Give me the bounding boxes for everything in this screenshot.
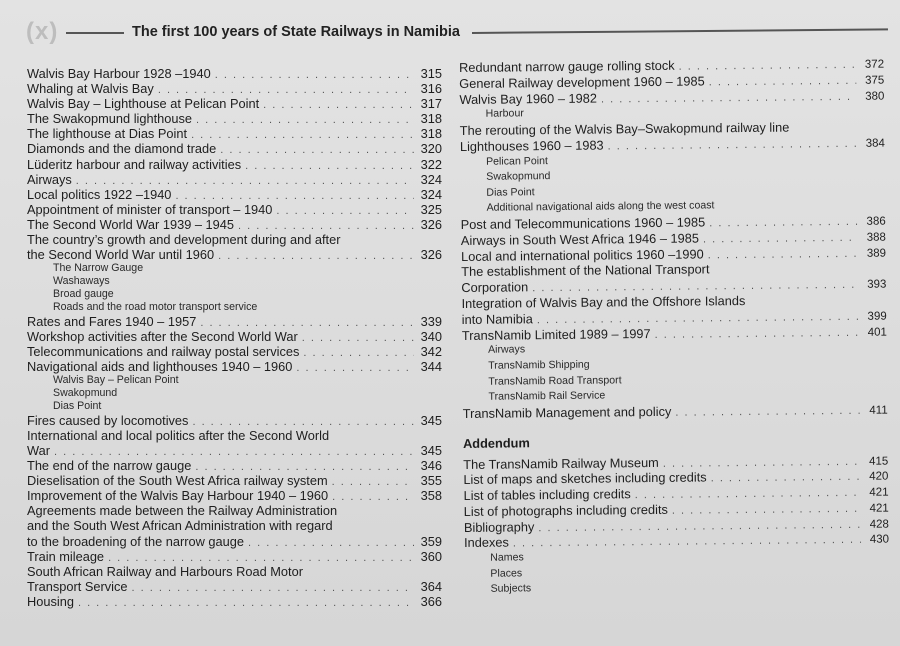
toc-entry bbox=[27, 81, 442, 96]
dot-leader bbox=[220, 143, 414, 158]
toc-subentry: TransNamib Shipping bbox=[488, 358, 590, 372]
toc-entry bbox=[27, 473, 442, 488]
toc-entry bbox=[27, 314, 442, 329]
toc-subentry: Swakopmund bbox=[53, 387, 118, 400]
toc-page-number: 317 bbox=[420, 96, 442, 112]
toc-page-number: 315 bbox=[420, 66, 442, 81]
dot-leader bbox=[276, 204, 414, 219]
toc-subentry: Dias Point bbox=[486, 185, 535, 199]
toc-page-number: 326 bbox=[420, 216, 442, 232]
toc-entry-title: Local politics 1922 –1940 bbox=[27, 186, 172, 202]
toc-page-number: 326 bbox=[420, 247, 442, 263]
toc-page-number: 344 bbox=[420, 359, 442, 375]
toc-entry-line: International and local politics after the Second World bbox=[27, 427, 330, 443]
dot-leader bbox=[263, 98, 414, 113]
toc-subentry: Airways bbox=[487, 343, 526, 357]
toc-subentry: Roads and the road motor transport service bbox=[53, 300, 258, 313]
toc-entry bbox=[27, 458, 442, 473]
toc-entry-title: Lighthouses 1960 – 1983 bbox=[459, 137, 604, 154]
toc-entry-title: Indexes bbox=[463, 534, 509, 551]
dot-leader bbox=[332, 475, 414, 490]
toc-entry-title: Dieselisation of the South West Africa railway system bbox=[27, 473, 328, 489]
toc-page-number: 430 bbox=[869, 534, 890, 547]
toc-entry-title: Bibliography bbox=[463, 518, 535, 535]
toc-entry-line: and the South West African Administration with regard bbox=[27, 518, 333, 534]
toc-subentry: TransNamib Road Transport bbox=[488, 373, 622, 388]
toc-entry-title: Post and Telecommunications 1960 – 1985 bbox=[460, 214, 706, 232]
toc-page-number: 380 bbox=[865, 90, 885, 103]
toc-page-number: 342 bbox=[420, 343, 442, 359]
toc-subentry: Places bbox=[490, 567, 523, 580]
toc-entry-line: Agreements made between the Railway Administration bbox=[27, 503, 338, 519]
toc-page-number: 320 bbox=[420, 141, 442, 157]
toc-entry-title: Appointment of minister of transport – 1940 bbox=[27, 201, 273, 217]
toc-subentry: Swakopmund bbox=[486, 170, 551, 183]
toc-entry-title: General Railway development 1960 – 1985 bbox=[459, 73, 705, 91]
toc-page-number: 421 bbox=[869, 502, 889, 515]
toc-entry-title: The end of the narrow gauge bbox=[27, 458, 192, 474]
toc-page-number: 411 bbox=[869, 404, 888, 417]
toc-page-number: 345 bbox=[420, 412, 442, 428]
toc-page-number: 386 bbox=[866, 215, 886, 228]
toc-page-number: 366 bbox=[420, 593, 442, 609]
toc-subentry: Harbour bbox=[485, 107, 524, 121]
dot-leader bbox=[191, 128, 414, 143]
toc-entry bbox=[27, 111, 442, 126]
toc-entry bbox=[27, 217, 442, 232]
toc-entry-title: to the broadening of the narrow gauge bbox=[27, 533, 244, 549]
toc-entry-title: TransNamib Limited 1989 – 1997 bbox=[461, 325, 651, 343]
toc-entry-title: Airways bbox=[27, 171, 72, 187]
toc-page-number: 339 bbox=[420, 313, 442, 329]
toc-column-right bbox=[459, 56, 890, 598]
toc-entry bbox=[27, 549, 442, 564]
dot-leader bbox=[703, 231, 858, 248]
toc-entry-title: Housing bbox=[27, 593, 74, 609]
toc-entry bbox=[27, 126, 442, 141]
dot-leader bbox=[78, 596, 414, 611]
toc-entry-title: Transport Service bbox=[27, 578, 128, 594]
toc-entry-title: War bbox=[27, 443, 50, 459]
toc-page-number: 318 bbox=[420, 111, 442, 127]
toc-subentry: Broad gauge bbox=[53, 288, 114, 300]
toc-entry-title: The Swakopmund lighthouse bbox=[27, 111, 193, 127]
toc-entry bbox=[27, 413, 442, 428]
toc-page-number: 324 bbox=[420, 171, 442, 187]
toc-page-number: 359 bbox=[420, 533, 442, 549]
toc-entry-line: The establishment of the National Transport bbox=[461, 261, 710, 280]
toc-page-number: 428 bbox=[869, 518, 889, 531]
toc-entry bbox=[27, 359, 442, 374]
toc-entry-title: Workshop activities after the Second World War bbox=[27, 328, 298, 344]
dot-leader bbox=[245, 159, 414, 174]
toc-page-number: 324 bbox=[420, 186, 442, 202]
dot-leader bbox=[302, 331, 414, 346]
toc-subentry: TransNamib Rail Service bbox=[488, 389, 606, 403]
header-rule bbox=[472, 28, 888, 34]
dot-leader bbox=[132, 581, 414, 596]
toc-entry-title: List of maps and sketches including credits bbox=[463, 469, 707, 488]
toc-page-number: 401 bbox=[867, 326, 887, 339]
dot-leader bbox=[709, 74, 857, 91]
dot-leader bbox=[303, 346, 414, 361]
toc-entry-title: Walvis Bay 1960 – 1982 bbox=[459, 90, 598, 107]
toc-entry bbox=[463, 468, 888, 488]
toc-entry bbox=[27, 66, 442, 81]
toc-entry-title: List of tables including credits bbox=[463, 486, 631, 504]
toc-entry-title: Lüderitz harbour and railway activities bbox=[27, 156, 242, 172]
dot-leader bbox=[675, 404, 859, 422]
toc-entry bbox=[27, 594, 442, 609]
addendum-heading: Addendum bbox=[462, 434, 530, 451]
toc-entry-title: The lighthouse at Dias Point bbox=[27, 126, 188, 142]
dot-leader bbox=[711, 470, 861, 487]
toc-entry-title: Local and international politics 1960 –1990 bbox=[460, 245, 704, 264]
toc-page-number: 316 bbox=[420, 81, 442, 97]
dot-leader bbox=[218, 249, 414, 264]
toc-subentry: Dias Point bbox=[53, 399, 102, 412]
toc-entry bbox=[27, 157, 442, 172]
toc-entry-title: The TransNamib Railway Museum bbox=[463, 454, 659, 472]
toc-page-number: 322 bbox=[420, 156, 442, 172]
toc-page-number: 358 bbox=[420, 488, 442, 504]
toc-subentry: The Narrow Gauge bbox=[53, 262, 144, 275]
toc-page-number: 364 bbox=[420, 578, 442, 594]
dot-leader bbox=[196, 113, 414, 128]
toc-entry-title: Diamonds and the diamond trade bbox=[27, 141, 217, 157]
toc-entry-title: Navigational aids and lighthouses 1940 – 1960 bbox=[27, 359, 293, 375]
toc-entry bbox=[27, 202, 442, 217]
toc-entry bbox=[27, 172, 442, 187]
toc-entry-title: into Namibia bbox=[461, 310, 533, 327]
toc-entry bbox=[463, 401, 888, 421]
toc-entry-title: The Second World War 1939 – 1945 bbox=[27, 216, 235, 232]
toc-page-number: 420 bbox=[869, 470, 889, 484]
dot-leader bbox=[248, 536, 414, 551]
toc-subentry: Washaways bbox=[53, 275, 110, 288]
toc-subentry: Additional navigational aids along the west coast bbox=[486, 199, 715, 215]
toc-entry bbox=[460, 134, 885, 154]
toc-entry bbox=[27, 344, 442, 359]
toc-entry bbox=[27, 488, 442, 503]
toc-entry bbox=[27, 141, 442, 156]
toc-entry-title: Redundant narrow gauge rolling stock bbox=[459, 57, 675, 75]
toc-entry bbox=[459, 87, 884, 107]
dot-leader bbox=[655, 325, 859, 343]
dot-leader bbox=[708, 246, 859, 263]
toc-entry-title: Telecommunications and railway postal services bbox=[27, 343, 300, 359]
page-header bbox=[26, 18, 888, 48]
toc-entry-title: Rates and Fares 1940 – 1957 bbox=[27, 313, 197, 329]
toc-page-number: 384 bbox=[865, 137, 885, 150]
toc-subentry: Subjects bbox=[490, 582, 532, 596]
roman-page-number: (x) bbox=[26, 18, 59, 45]
dot-leader bbox=[296, 361, 414, 376]
toc-entry-title: Fires caused by locomotives bbox=[27, 412, 189, 428]
toc-page-number: 399 bbox=[867, 310, 887, 323]
toc-page-number: 415 bbox=[868, 455, 889, 468]
toc-entry bbox=[27, 247, 442, 262]
toc-entry-title: Train mileage bbox=[27, 548, 105, 564]
toc-entry bbox=[459, 71, 884, 91]
toc-subentry: Names bbox=[490, 551, 524, 564]
toc-entry bbox=[27, 329, 442, 344]
toc-subentry: Pelican Point bbox=[485, 154, 548, 168]
toc-page-number: 389 bbox=[866, 247, 887, 260]
toc-entry bbox=[462, 307, 887, 327]
toc-entry-line: South African Railway and Harbours Road Motor bbox=[27, 563, 303, 579]
toc-entry-title: List of photographs including credits bbox=[463, 501, 668, 519]
toc-page-number: 340 bbox=[420, 328, 442, 344]
toc-page-number: 372 bbox=[864, 58, 885, 71]
dot-leader bbox=[709, 215, 858, 232]
header-dash bbox=[66, 32, 124, 34]
toc-entry bbox=[27, 96, 442, 111]
toc-entry bbox=[463, 484, 888, 504]
toc-entry-title: Airways in South West Africa 1946 – 1985 bbox=[460, 230, 700, 248]
dot-leader bbox=[332, 490, 414, 505]
toc-subentry: Walvis Bay – Pelican Point bbox=[53, 374, 179, 387]
toc-entry-title: Improvement of the Walvis Bay Harbour 1940 – 1960 bbox=[27, 488, 329, 504]
toc-entry-title: Walvis Bay Harbour 1928 –1940 bbox=[27, 66, 211, 81]
toc-page-number: 360 bbox=[420, 548, 442, 564]
toc-column-left bbox=[27, 66, 442, 609]
toc-entry bbox=[27, 187, 442, 202]
toc-entry-title: the Second World War until 1960 bbox=[27, 247, 215, 263]
toc-page-number: 421 bbox=[869, 486, 889, 499]
toc-entry-title: Walvis Bay – Lighthouse at Pelican Point bbox=[27, 96, 260, 112]
toc-page-number: 325 bbox=[420, 201, 442, 217]
page-title: The first 100 years of State Railways in Namibia bbox=[132, 24, 460, 40]
toc-page-number: 345 bbox=[420, 443, 442, 459]
toc-page-number: 318 bbox=[420, 126, 442, 142]
toc-entry bbox=[27, 534, 442, 549]
toc-page-number: 375 bbox=[864, 74, 885, 87]
toc-entry-line: The rerouting of the Walvis Bay–Swakopmund railway line bbox=[459, 119, 790, 138]
toc-page-number: 346 bbox=[420, 458, 442, 474]
toc-page-number: 355 bbox=[420, 473, 442, 489]
toc-entry-title: Whaling at Walvis Bay bbox=[27, 81, 154, 97]
toc-entry-title: TransNamib Management and policy bbox=[462, 403, 672, 421]
toc-entry bbox=[27, 443, 442, 458]
dot-leader bbox=[601, 89, 857, 107]
toc-entry-line: Integration of Walvis Bay and the Offshore Islands bbox=[461, 292, 746, 311]
toc-page-number: 393 bbox=[867, 278, 887, 291]
dot-leader bbox=[608, 137, 857, 155]
toc-entry-title: Corporation bbox=[461, 279, 529, 296]
toc-entry-line: The country’s growth and development during and after bbox=[27, 232, 341, 248]
toc-entry bbox=[27, 579, 442, 594]
toc-page-number: 388 bbox=[866, 231, 886, 244]
dot-leader bbox=[215, 68, 414, 83]
